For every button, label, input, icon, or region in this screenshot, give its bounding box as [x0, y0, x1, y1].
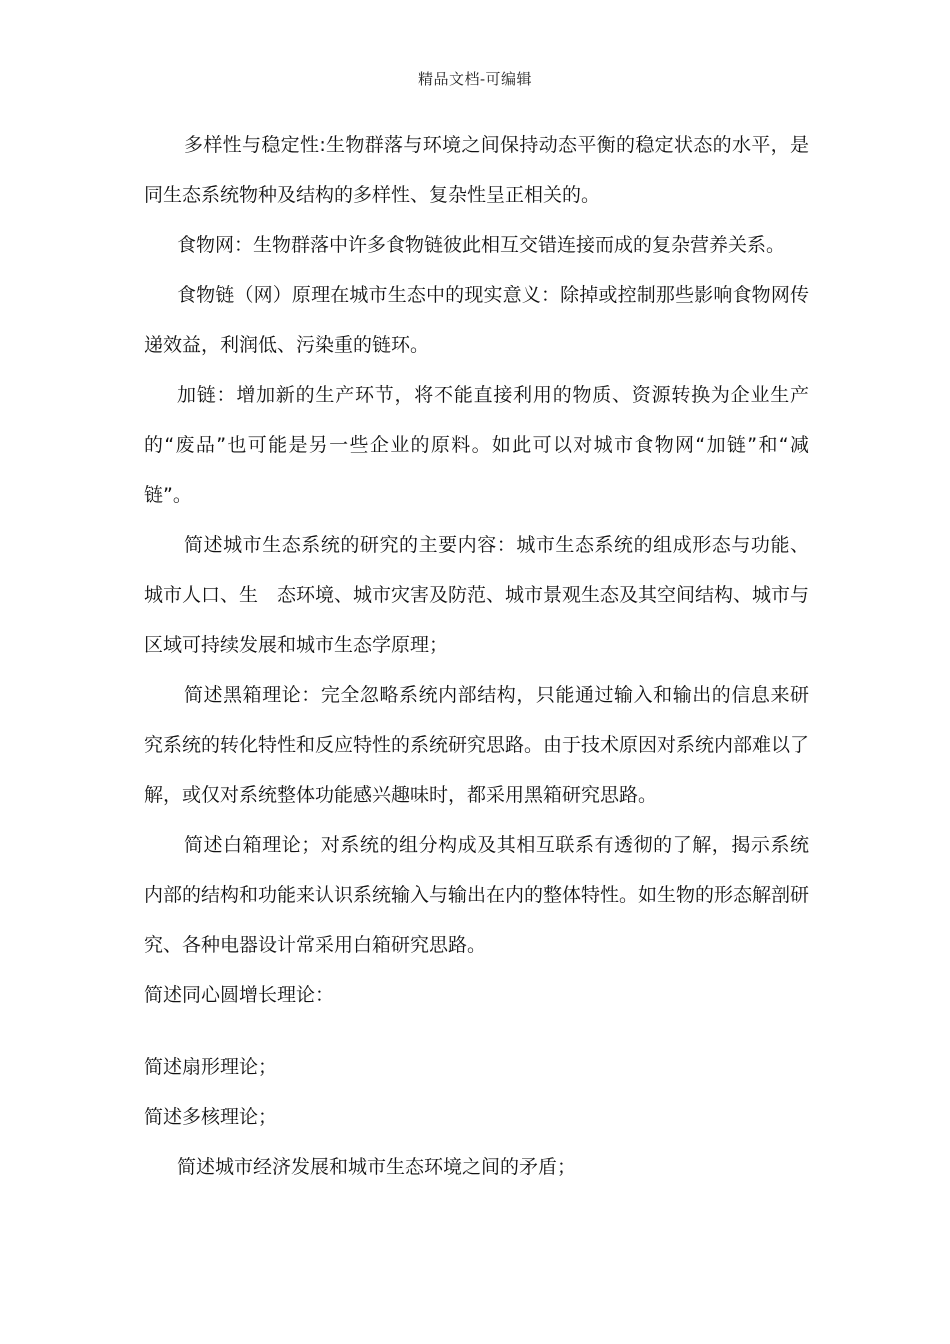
- paragraph-food-web: 食物网：生物群落中许多食物链彼此相互交错连接而成的复杂营养关系。: [177, 234, 786, 256]
- blank-gap: [144, 1020, 809, 1042]
- paragraph-white-box-theory: 简述白箱理论；对系统的组分构成及其相互联系有透彻的了解，揭示系统内部的结构和功能来认识系统输入与输出在内的整体特性。如生物的形态解剖研究、各种电器设计常采用白箱研究思路。: [144, 834, 810, 956]
- paragraph-add-chain: 加链：增加新的生产环节，将不能直接利用的物质、资源转换为企业生产的“废品”也可能是另一些企业的原料。如此可以对城市食物网“加链”和“减链”。: [144, 384, 809, 506]
- paragraph-sector-theory: 简述扇形理论；: [144, 1056, 278, 1078]
- paragraph-black-box-theory: 简述黑箱理论：完全忽略系统内部结构，只能通过输入和输出的信息来研究系统的转化特性和反应特性的系统研究思路。由于技术原因对系统内部难以了解，或仅对系统整体功能感兴趣味时，都采用黑箱研究思路。: [144, 684, 810, 806]
- document-body: [144, 120, 809, 1192]
- paragraph-diversity-stability: 多样性与稳定性:生物群落与环境之间保持动态平衡的稳定状态的水平，是同生态系统物种及结构的多样性、复杂性呈正相关的。: [144, 134, 809, 206]
- paragraph-urban-ecosystem-research: 简述城市生态系统的研究的主要内容：城市生态系统的组成形态与功能、城市人口、生 态环境、城市灾害及防范、城市景观生态及其空间结构、城市与区域可持续发展和城市生态学原理；: [144, 534, 810, 656]
- paragraph-food-chain-principle: 食物链（网）原理在城市生态中的现实意义：除掉或控制那些影响食物网传递效益，利润低、污染重的链环。: [144, 284, 809, 356]
- paragraph-multiple-nuclei-theory: 简述多核理论；: [144, 1106, 278, 1128]
- paragraph-economy-environment-conflict: 简述城市经济发展和城市生态环境之间的矛盾；: [177, 1156, 577, 1178]
- page-header: 精品文档-可编辑: [417, 70, 533, 88]
- paragraph-concentric-zone-theory: 简述同心圆增长理论：: [144, 984, 335, 1006]
